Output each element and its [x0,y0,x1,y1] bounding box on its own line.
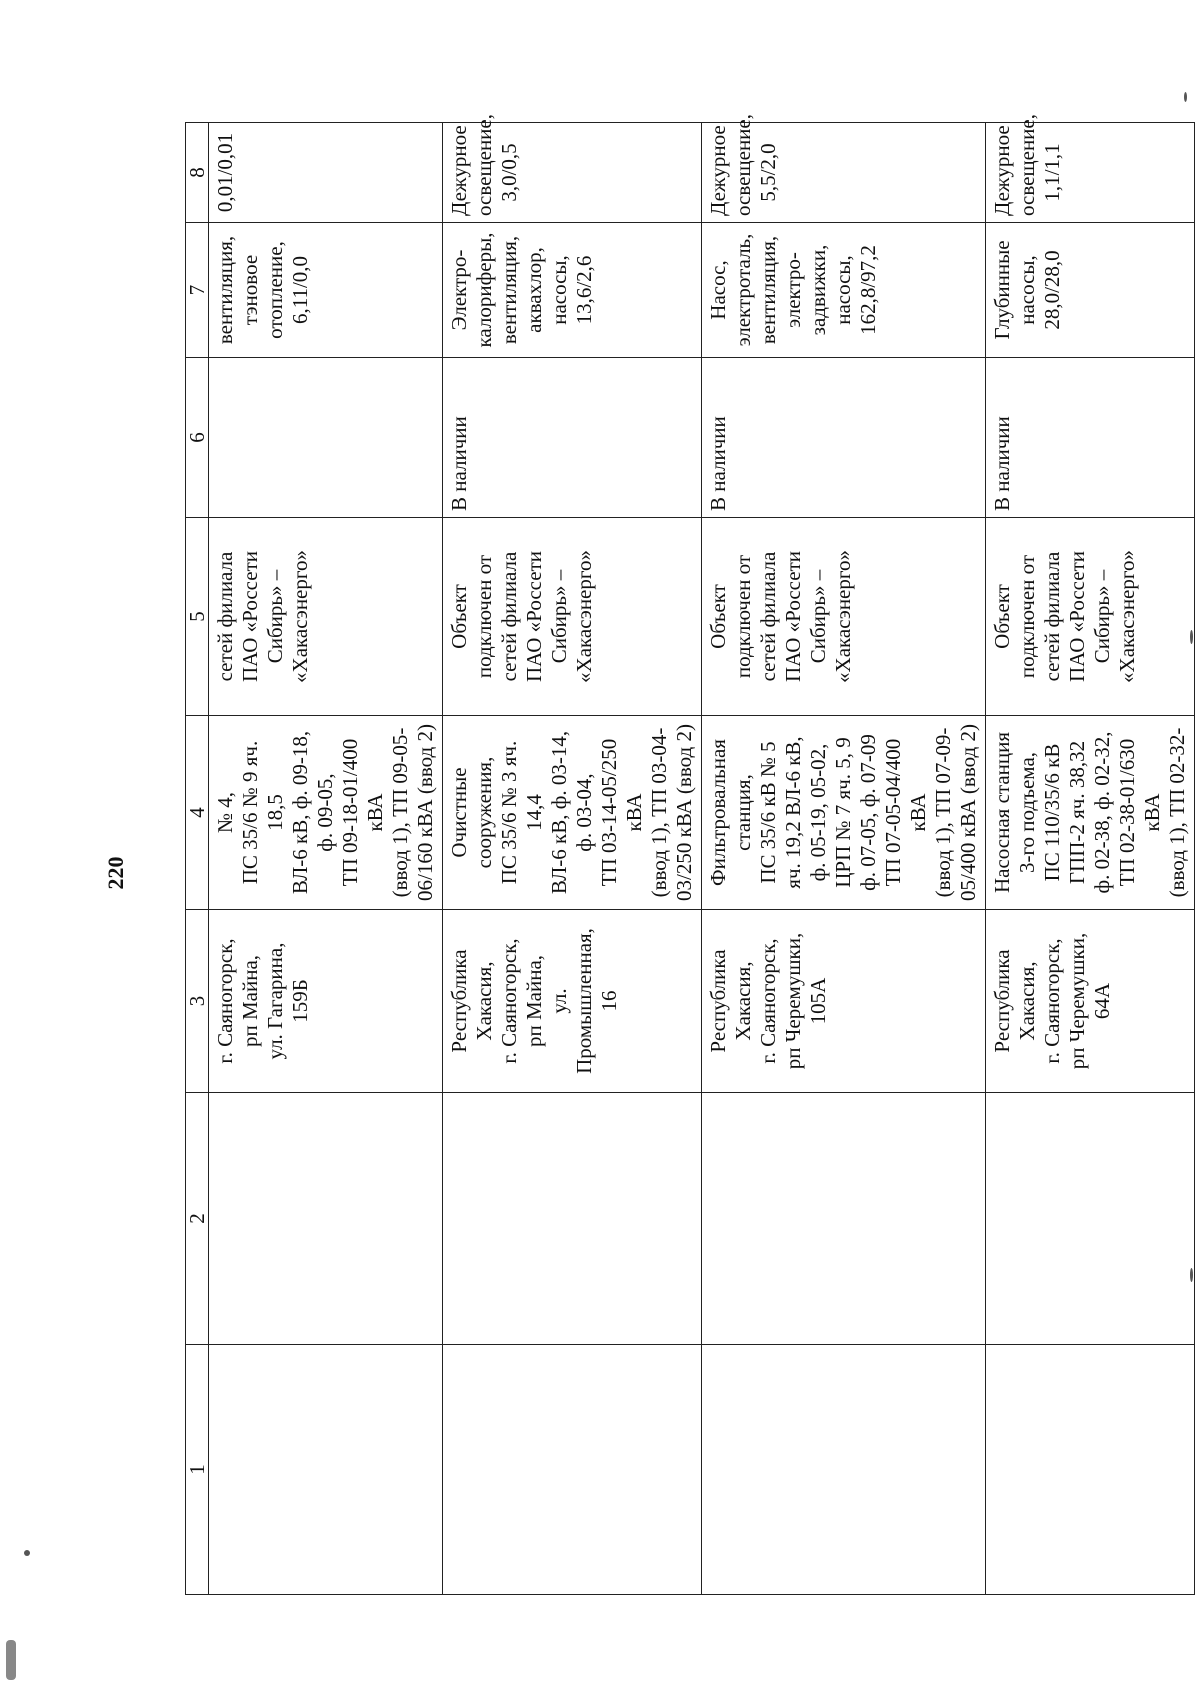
column-header: 7 [186,223,209,358]
address-cell: Республика Хакасия, г. Саяногорск, рп Черемушки, 64А [986,910,1195,1093]
table-cell [986,1093,1195,1345]
connection-cell: Объект подключен от сетей филиала ПАО «Россети Сибирь» – «Хакасэнерго» [443,518,702,716]
availability-cell: В наличии [702,358,986,518]
page-number: 220 [103,856,128,890]
table-row [986,123,1195,1595]
emergency-load-cell: Дежурное освещение, 1,1/1,1 [986,123,1195,223]
column-header: 6 [186,358,209,518]
load-cell: Глубинные насосы, 28,0/28,0 [986,223,1195,358]
column-header: 1 [186,1345,209,1595]
supply-scheme-cell: № 4, ПС 35/6 № 9 яч. 18,5 ВЛ-6 кВ, ф. 09-18, ф. 09-05, ТП 09-18-01/400 кВА (ввод 1), ТП 09-05- 06/160 кВА (ввод 2) [209,716,443,910]
supply-scheme-cell: Насосная станция 3-го подъема, ПС 110/35/6 кВ ГПП-2 яч. 38,32 ф. 02-38, ф. 02-32, ТП 02-38-01/630 кВА (ввод 1), ТП 02-32- [986,716,1195,910]
address-cell: Республика Хакасия, г. Саяногорск, рп Майна, ул. Промышленная, 16 [443,910,702,1093]
column-header: 4 [186,716,209,910]
column-header: 2 [186,1093,209,1345]
table-cell [986,1345,1195,1595]
scan-speck [24,1550,30,1556]
table-row [209,123,443,1595]
data-table [185,114,1195,1595]
column-header: 5 [186,518,209,716]
availability-cell [209,358,443,518]
connection-cell: сетей филиала ПАО «Россети Сибирь» – «Хакасэнерго» [209,518,443,716]
address-cell: Республика Хакасия, г. Саяногорск, рп Черемушки, 105А [702,910,986,1093]
table-row [702,123,986,1595]
scan-speck [1190,1268,1193,1282]
availability-cell: В наличии [443,358,702,518]
load-cell: вентиляция, тэновое отопление, 6,11/0,0 [209,223,443,358]
rotated-table-container [185,114,1189,1595]
emergency-load-cell: Дежурное освещение, 5,5/2,0 [702,123,986,223]
scan-speck [1190,630,1193,644]
load-cell: Электро- калориферы, вентиляция, аквахлор, насосы, 13,6/2,6 [443,223,702,358]
table-cell [443,1093,702,1345]
scan-speck [1184,92,1187,102]
table-cell [443,1345,702,1595]
header-row [186,123,209,1595]
table-row [443,123,702,1595]
emergency-load-cell: Дежурное освещение, 3,0/0,5 [443,123,702,223]
table-cell [702,1093,986,1345]
connection-cell: Объект подключен от сетей филиала ПАО «Россети Сибирь» – «Хакасэнерго» [702,518,986,716]
supply-scheme-cell: Фильтровальная станция, ПС 35/6 кВ № 5 яч. 19,2 ВЛ-6 кВ, ф. 05-19, 05-02, ЦРП № 7 яч. 5, 9 ф. 07-05, ф. 07-09 ТП 07-05-04/400 кВА (ввод 1), ТП 07-09- 05/400 кВА (ввод 2) [702,716,986,910]
emergency-load-cell: 0,01/0,01 [209,123,443,223]
table-cell [209,1093,443,1345]
column-header: 3 [186,910,209,1093]
table-cell [702,1345,986,1595]
supply-scheme-cell: Очистные сооружения, ПС 35/6 № 3 яч. 14,4 ВЛ-6 кВ, ф. 03-14, ф. 03-04, ТП 03-14-05/250 кВА (ввод 1), ТП 03-04- 03/250 кВА (ввод 2) [443,716,702,910]
availability-cell: В наличии [986,358,1195,518]
column-header: 8 [186,123,209,223]
connection-cell: Объект подключен от сетей филиала ПАО «Россети Сибирь» – «Хакасэнерго» [986,518,1195,716]
load-cell: Насос, электроталь, вентиляция, электро- задвижки, насосы, 162,8/97,2 [702,223,986,358]
address-cell: г. Саяногорск, рп Майна, ул. Гагарина, 159Б [209,910,443,1093]
scan-speck [6,1640,16,1680]
table-cell [209,1345,443,1595]
